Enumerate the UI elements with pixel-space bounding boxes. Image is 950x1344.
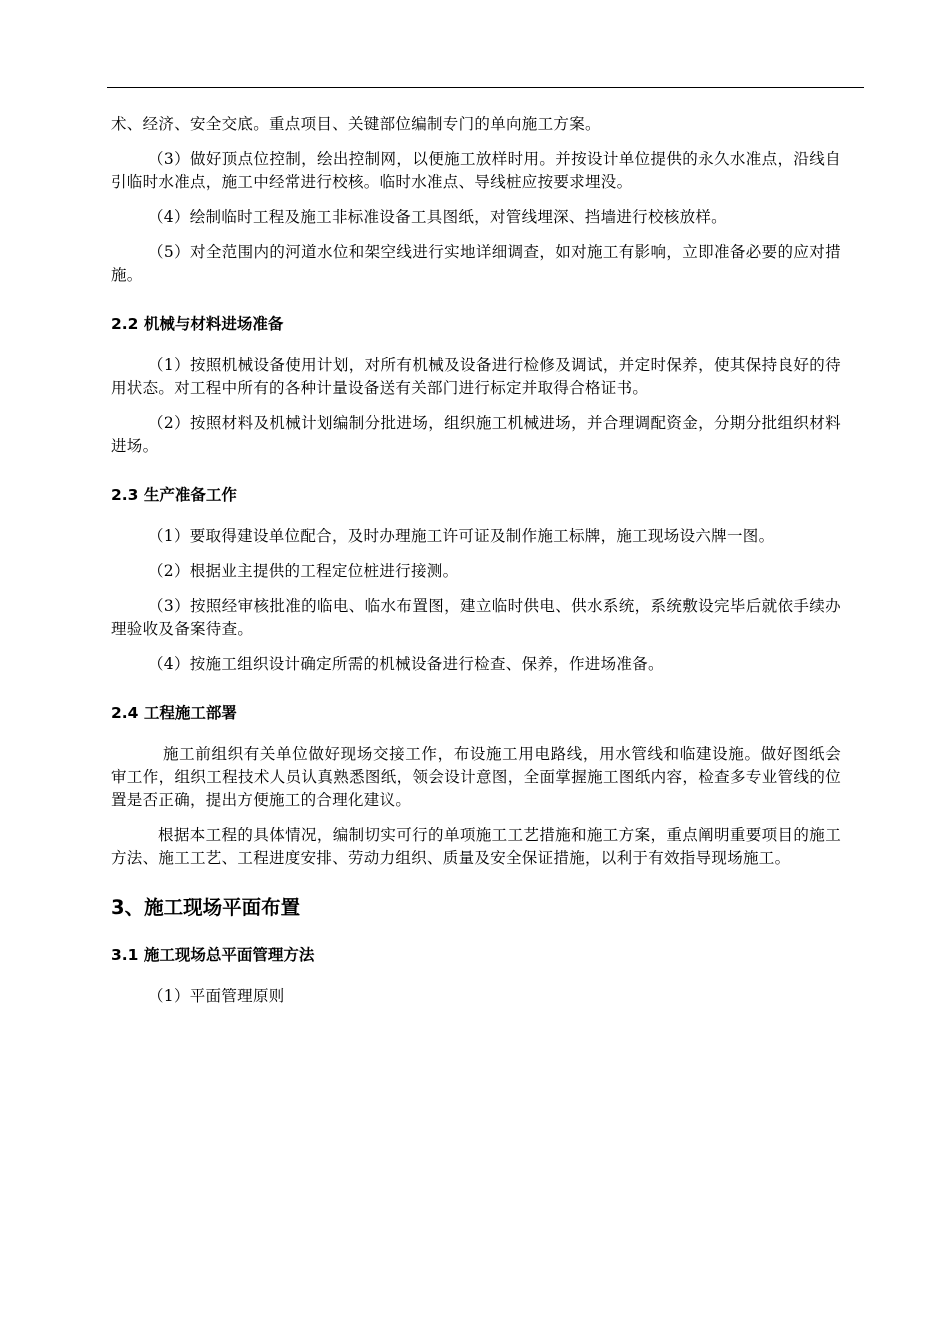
paragraph: （4）绘制临时工程及施工非标准设备工具图纸，对管线埋深、挡墙进行校核放样。: [148, 208, 727, 226]
paragraph: （3）做好顶点位控制，绘出控制网，以便施工放样时用。并按设计单位提供的永久水准点，沿线自引临时水准点，施工中经常进行校核。临时水准点、导线桩应按要求埋没。: [111, 150, 841, 191]
paragraph: 术、经济、安全交底。重点项目、关键部位编制专门的单向施工方案。: [111, 115, 601, 133]
paragraph: （1）平面管理原则: [148, 987, 285, 1005]
paragraph: 施工前组织有关单位做好现场交接工作，布设施工用电路线，用水管线和临建设施。做好图纸会审工作，组织工程技术人员认真熟悉图纸，领会设计意图，全面掌握施工图纸内容，检查多专业管线的位置是否正确，提出方便施工的合理化建议。: [111, 745, 841, 809]
paragraph: （3）按照经审核批准的临电、临水布置图，建立临时供电、供水系统，系统敷设完毕后就依手续办理验收及备案待查。: [111, 597, 841, 638]
header-rule: [107, 87, 864, 88]
paragraph: （1）按照机械设备使用计划，对所有机械及设备进行检修及调试，并定时保养，使其保持良好的待用状态。对工程中所有的各种计量设备送有关部门进行标定并取得合格证书。: [111, 356, 841, 397]
paragraph: （4）按施工组织设计确定所需的机械设备进行检查、保养，作进场准备。: [148, 655, 664, 673]
section-heading-2-2: 2.2 机械与材料进场准备: [111, 315, 284, 333]
paragraph: （1）要取得建设单位配合，及时办理施工许可证及制作施工标牌，施工现场设六牌一图。: [148, 527, 775, 545]
paragraph: （2）按照材料及机械计划编制分批进场，组织施工机械进场，并合理调配资金，分期分批组织材料进场。: [111, 414, 841, 455]
paragraph: （5）对全范围内的河道水位和架空线进行实地详细调查，如对施工有影响，立即准备必要的应对措施。: [111, 243, 841, 284]
section-heading-2-3: 2.3 生产准备工作: [111, 486, 237, 504]
section-heading-3-1: 3.1 施工现场总平面管理方法: [111, 946, 315, 964]
chapter-heading-3: 3、施工现场平面布置: [111, 896, 301, 919]
section-heading-2-4: 2.4 工程施工部署: [111, 704, 237, 722]
document-body: [111, 113, 841, 1020]
paragraph: （2）根据业主提供的工程定位桩进行接测。: [148, 562, 459, 580]
paragraph: 根据本工程的具体情况，编制切实可行的单项施工工艺措施和施工方案，重点阐明重要项目的施工方法、施工工艺、工程进度安排、劳动力组织、质量及安全保证措施，以利于有效指导现场施工。: [111, 826, 841, 867]
